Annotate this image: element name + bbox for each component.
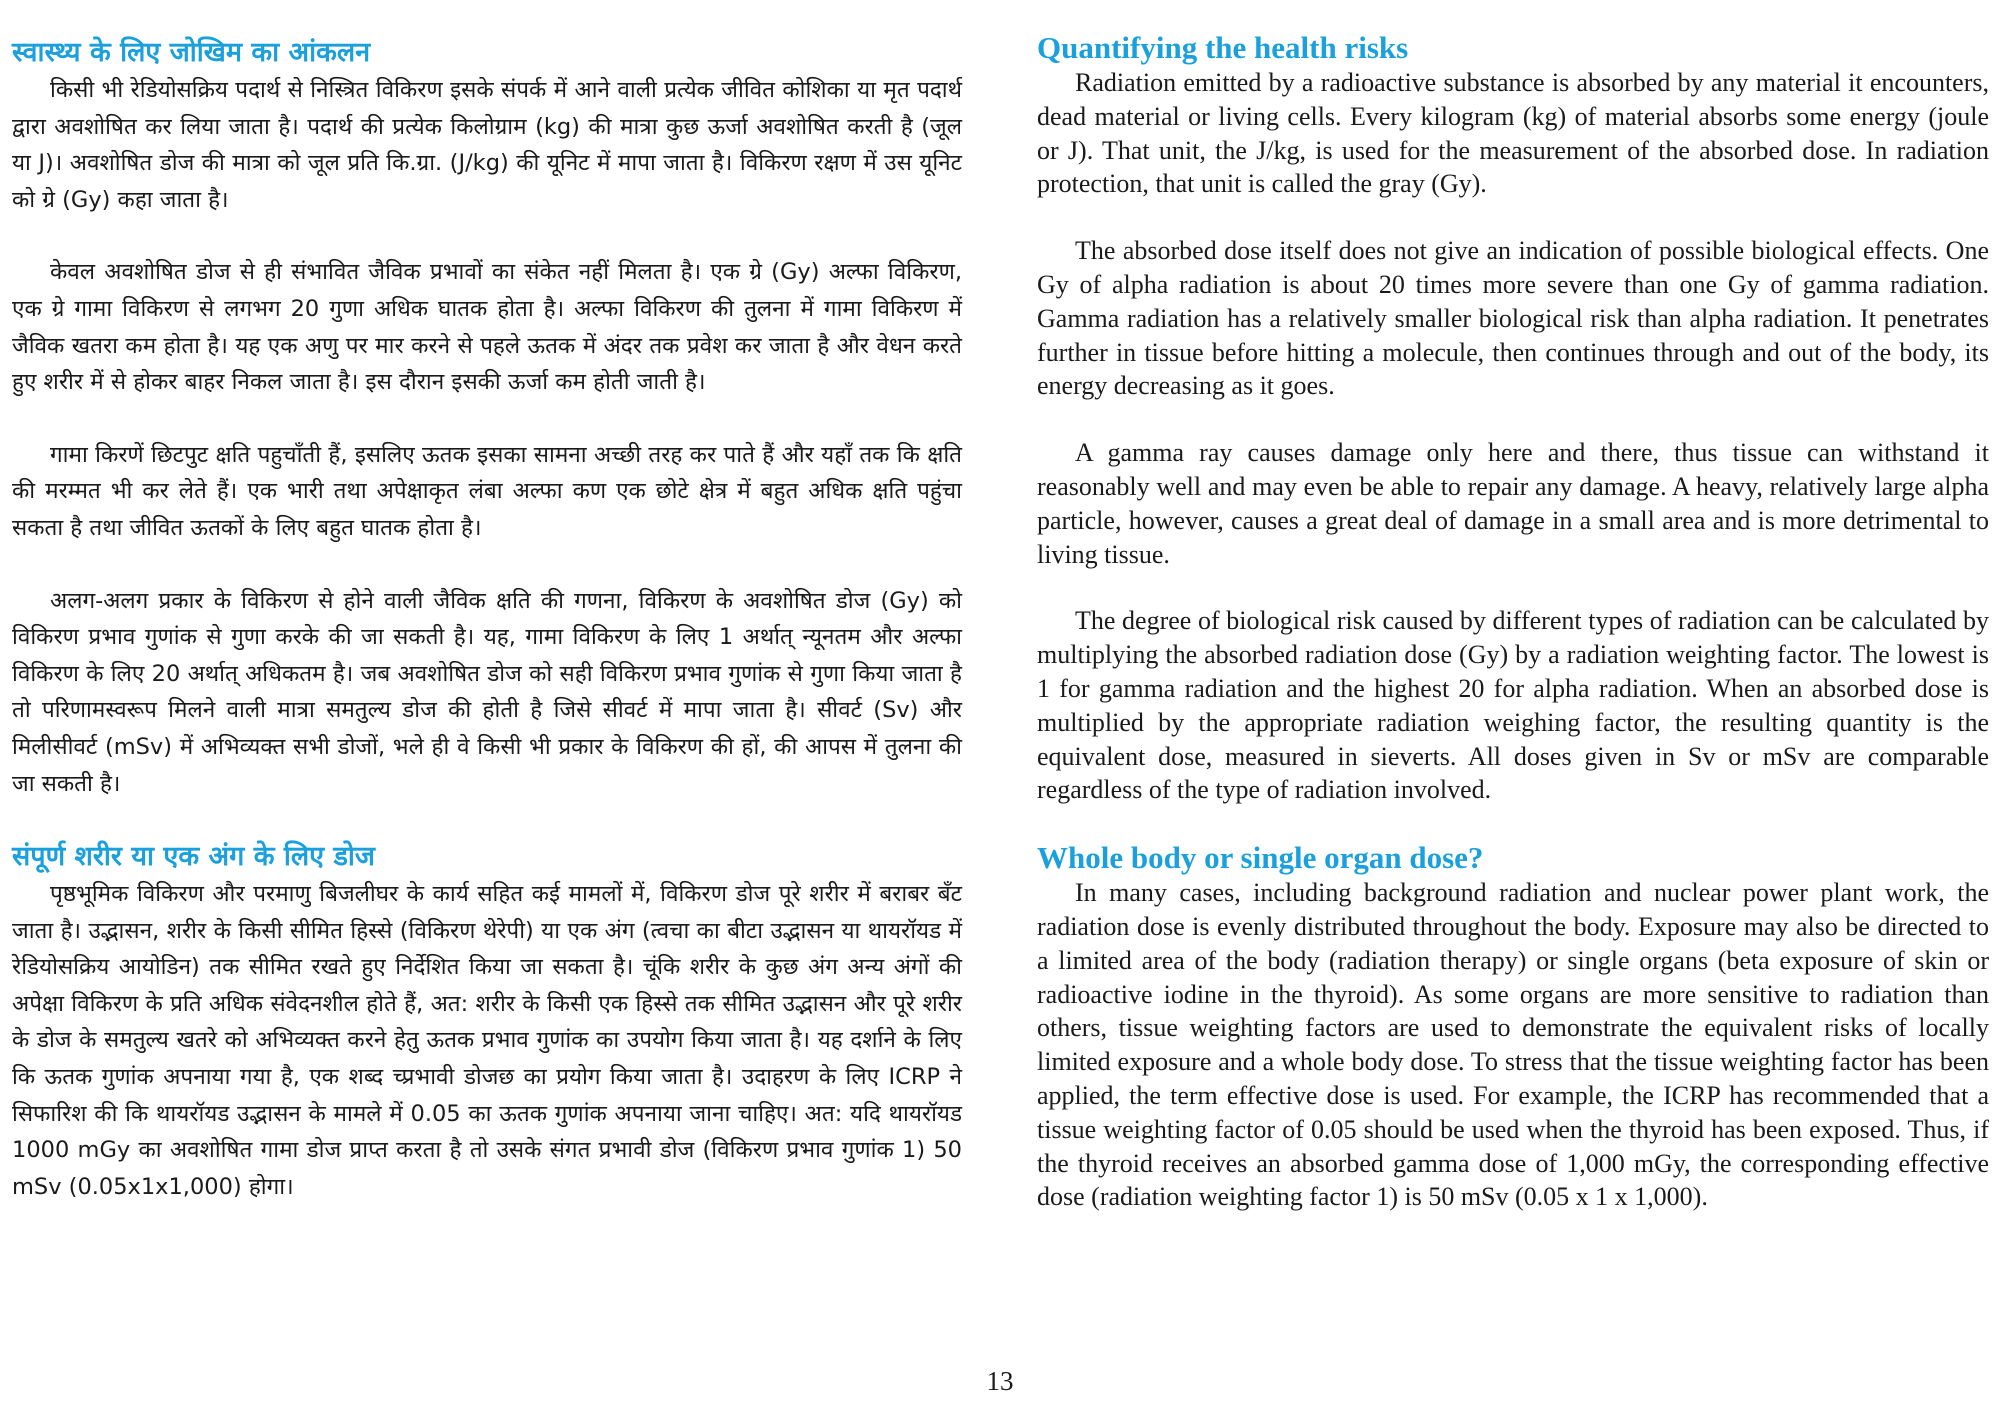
hindi-section1-paragraph-2: केवल अवशोषित डोज से ही संभावित जैविक प्रभावों का संकेत नहीं मिलता है। एक ग्रे (Gy) अल्फा विकिरण, एक ग्रे गामा विकिरण से लगभग 20 गुणा अधिक घातक होता है। अल्फा विकिरण की तुलना में गामा विकिरण में जैविक खतरा कम होता है। यह एक अणु पर मार करने से पहले ऊतक में अंदर तक प्रवेश कर जाता है और वेधन करते हुए शरीर में से होकर बाहर निकल जाता है। इस दौरान इसकी ऊर्जा कम होती जाती है।	[12, 259, 962, 396]
english-section1-heading: Quantifying the health risks	[1037, 30, 1409, 65]
english-section1-paragraph-1: Radiation emitted by a radioactive substance is absorbed by any material it encounters, dead material or living cells. Every kilogram (kg) of material absorbs some energy (joule or J). That unit, the J/kg, is used for the measurement of the absorbed dose. In radiation protection, that unit is called the gray (Gy).	[1037, 68, 1989, 199]
hindi-section2-paragraph-1: पृष्ठभूमिक विकिरण और परमाणु बिजलीघर के कार्य सहित कई मामलों में, विकिरण डोज पूरे शरीर में बराबर बँट जाता है। उद्भासन, शरीर के किसी सीमित हिस्से (विकिरण थेरेपी) या एक अंग (त्वचा का बीटा उद्भासन या थायरॉयड में रेडियोसक्रिय आयोडिन) तक सीमित रखते हुए निर्देशित किया जा सकता है। चूंकि शरीर के कुछ अंग अन्य अंगों की अपेक्षा विकिरण के प्रति अधिक संवेदनशील होते हैं, अत: शरीर के किसी एक हिस्से तक सीमित उद्भासन और पूरे शरीर के डोज के समतुल्य खतरे को अभिव्यक्त करने हेतु ऊतक प्रभाव गुणांक का उपयोग किया जाता है। यह दर्शाने के लिए कि ऊतक गुणांक अपनाया गया है, एक शब्द च्प्रभावी डोजछ का प्रयोग किया जाता है। उदाहरण के लिए ICRP ने सिफारिश की कि थायरॉयड उद्भासन के मामले में 0.05 का ऊतक गुणांक अपनाया जाना चाहिए। अत: यदि थायरॉयड 1000 mGy का अवशोषित गामा डोज प्राप्त करता है तो उसके संगत प्रभावी डोज (विकिरण प्रभाव गुणांक 1) 50 mSv (0.05x1x1,000) होगा।	[12, 881, 962, 1200]
english-section1-paragraph-3: A gamma ray causes damage only here and there, thus tissue can withstand it reasonably well and may even be able to repair any damage. A heavy, relatively large alpha particle, however, causes a great deal of damage in a small area and is more detrimental to living tissue.	[1037, 438, 1989, 569]
hindi-section1-paragraph-3: गामा किरणें छिटपुट क्षति पहुचाँती हैं, इसलिए ऊतक इसका सामना अच्छी तरह कर पाते हैं और यहाँ तक कि क्षति की मरम्मत भी कर लेते हैं। एक भारी तथा अपेक्षाकृत लंबा अल्फा कण एक छोटे क्षेत्र में बहुत अधिक क्षति पहुंचा सकता है तथा जीवित ऊतकों के लिए बहुत घातक होता है।	[12, 441, 962, 541]
hindi-section2-heading: संपूर्ण शरीर या एक अंग के लिए डोज	[12, 841, 375, 873]
english-section1-paragraph-2: The absorbed dose itself does not give an indication of possible biological effects. One Gy of alpha radiation is about 20 times more severe than one Gy of gamma radiation. Gamma radiation has a relatively smaller biological risk than alpha radiation. It penetrates further in tissue before hitting a molecule, then continues through and out of the body, its energy decreasing as it goes.	[1037, 236, 1989, 401]
english-section2-heading: Whole body or single organ dose?	[1037, 840, 1484, 876]
hindi-section1-paragraph-4: अलग-अलग प्रकार के विकिरण से होने वाली जैविक क्षति की गणना, विकिरण के अवशोषित डोज (Gy) को विकिरण प्रभाव गुणांक से गुणा करके की जा सकती है। यह, गामा विकिरण के लिए 1 अर्थात् न्यूनतम और अल्फा विकिरण के लिए 20 अर्थात् अधिकतम है। जब अवशोषित डोज को सही विकिरण प्रभाव गुणांक से गुणा किया जाता है तो परिणामस्वरूप मिलने वाली मात्रा समतुल्य डोज की होती है जिसे सीवर्ट में मापा जाता है। सीवर्ट (Sv) और मिलीसीवर्ट (mSv) में अभिव्यक्त सभी डोजों, भले ही वे किसी भी प्रकार के विकिरण की हों, की आपस में तुलना की जा सकती है।	[12, 587, 962, 797]
hindi-section1-paragraph-1: किसी भी रेडियोसक्रिय पदार्थ से निस्त्रित विकिरण इसके संपर्क में आने वाली प्रत्येक जीवित कोशिका या मृत पदार्थ द्वारा अवशोषित कर लिया जाता है। पदार्थ की प्रत्येक किलोग्राम (kg) की मात्रा कुछ ऊर्जा अवशोषित करती है (जूल या J)। अवशोषित डोज की मात्रा को जूल प्रति कि.ग्रा. (J/kg) की यूनिट में मापा जाता है। विकिरण रक्षण में उस यूनिट को ग्रे (Gy) कहा जाता है।	[12, 77, 962, 213]
hindi-column	[12, 28, 962, 1205]
page-number: 13	[986, 1366, 1014, 1396]
english-section1-paragraph-4: The degree of biological risk caused by different types of radiation can be calculated by multiplying the absorbed radiation dose (Gy) by a radiation weighting factor. The lowest is 1 for gamma radiation and the highest 20 for alpha radiation. When an absorbed dose is multiplied by the appropriate radiation weighing factor, the resulting quantity is the equivalent dose, measured in sieverts. All doses given in Sv or mSv are comparable regardless of the type of radiation involved.	[1037, 606, 1989, 805]
hindi-section1-heading: स्वास्थ्य के लिए जोखिम का आंकलन	[12, 37, 371, 68]
english-column	[1037, 28, 1989, 1214]
english-section2-paragraph-1: In many cases, including background radiation and nuclear power plant work, the radiation dose is evenly distributed throughout the body. Exposure may also be directed to a limited area of the body (radiation therapy) or single organs (beta exposure of skin or radioactive iodine in the thyroid). As some organs are more sensitive to radiation than others, tissue weighting factors are used to demonstrate the equivalent risks of locally limited exposure and a whole body dose. To stress that the tissue weighting factor has been applied, the term effective dose is used. For example, the ICRP has recommended that a tissue weighting factor of 0.05 should be used when the thyroid has been exposed. Thus, if the thyroid receives an absorbed gamma dose of 1,000 mGy, the corresponding effective dose (radiation weighting factor 1) is 50 mSv (0.05 x 1 x 1,000).	[1037, 878, 1989, 1212]
